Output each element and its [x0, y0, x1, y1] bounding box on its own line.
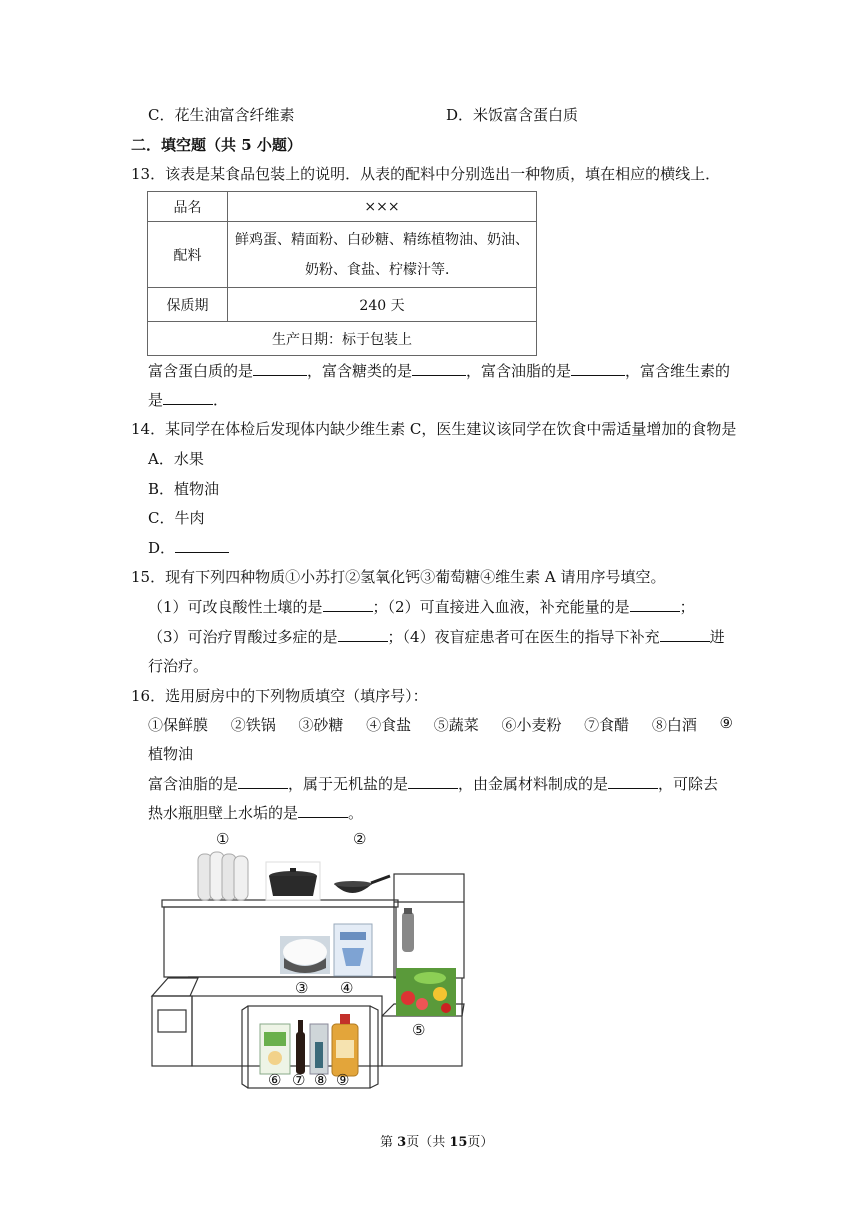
iron-pot-icon — [266, 862, 320, 900]
vinegar-icon — [296, 1020, 305, 1074]
q13-text-sugar: ，富含糖类的是 — [307, 362, 413, 380]
blank[interactable] — [412, 361, 466, 376]
table-production-date: 生产日期：标于包装上 — [148, 322, 537, 356]
q13-text-fat: ，富含油脂的是 — [466, 362, 572, 380]
q13-text-end: ． — [213, 391, 229, 409]
item-iron-pot: ②铁锅 — [230, 716, 276, 734]
blank[interactable] — [571, 361, 625, 376]
q13-fill-line-1 — [148, 360, 730, 381]
wok-icon — [334, 876, 390, 893]
blank[interactable] — [298, 803, 348, 818]
q15-semicolon: ； — [679, 598, 695, 616]
q15-part-2: ；（2）可直接进入血液，补充能量的是 — [372, 598, 630, 616]
q13-text-is: 是 — [148, 391, 164, 409]
blank[interactable] — [408, 774, 458, 789]
vegetables-icon — [396, 968, 456, 1016]
footer-total-pages: 15 — [449, 1135, 468, 1150]
kitchen-illustration — [150, 828, 480, 1090]
q13-text-vitamin: ，富含维生素的 — [625, 362, 731, 380]
blank[interactable] — [163, 390, 213, 405]
stove-top — [152, 978, 198, 996]
figure-label-4: ④ — [340, 979, 354, 997]
q16-text-fat: 富含油脂的是 — [148, 775, 239, 793]
footer-suffix: 页） — [467, 1135, 494, 1150]
q16-item-list — [148, 714, 733, 735]
figure-label-6: ⑥ — [268, 1071, 282, 1089]
figure-label-3: ③ — [295, 979, 309, 997]
q13-fill-line-2 — [148, 389, 228, 410]
ingredients-line-1: 鲜鸡蛋、精面粉、白砂糖、精练植物油、奶油、 — [235, 231, 529, 248]
q14-option-d-label: D． — [148, 539, 176, 557]
item-wrap-film: ①保鲜膜 — [148, 716, 209, 734]
item-flour: ⑥小麦粉 — [501, 716, 562, 734]
food-label-table — [147, 191, 537, 356]
flour-icon — [260, 1024, 290, 1074]
blank[interactable] — [175, 538, 229, 553]
item-salt: ④食盐 — [366, 716, 412, 734]
q16-text-remove: ，可除去 — [658, 775, 719, 793]
figure-label-7: ⑦ — [292, 1071, 306, 1089]
q16-stem: 16．选用厨房中的下列物质填空（填序号）： — [131, 687, 428, 705]
q15-line-2 — [148, 626, 725, 647]
footer-page-number: 3 — [397, 1135, 407, 1150]
blank[interactable] — [660, 627, 710, 642]
footer-prefix: 第 — [380, 1135, 398, 1150]
q16-item-wrap: 植物油 — [148, 745, 194, 763]
q15-continue: 进 — [709, 628, 725, 646]
figure-label-2: ② — [353, 830, 367, 848]
thermos-icon — [402, 908, 414, 952]
table-value-ingredients — [228, 222, 537, 288]
table-value-name: ××× — [228, 192, 537, 222]
figure-label-5: ⑤ — [412, 1021, 426, 1039]
table-label-shelf-life: 保质期 — [148, 288, 228, 322]
upper-shelf — [162, 900, 398, 907]
item-vegetables: ⑤蔬菜 — [433, 716, 479, 734]
q15-part-1: （1）可改良酸性土壤的是 — [148, 598, 323, 616]
q14-stem: 14．某同学在体检后发现体内缺少维生素 C，医生建议该同学在饮食中需适量增加的食物是 — [131, 420, 737, 438]
q14-option-a: A．水果 — [148, 450, 204, 468]
q14-option-c: C．牛肉 — [148, 509, 205, 527]
q12-option-c: C．花生油富含纤维素 — [148, 106, 295, 124]
blank[interactable] — [253, 361, 307, 376]
q15-stem: 15．现有下列四种物质①小苏打②氢氧化钙③葡萄糖④维生素 A 请用序号填空。 — [131, 568, 666, 586]
blank[interactable] — [608, 774, 658, 789]
blank[interactable] — [338, 627, 388, 642]
table-label-ingredients: 配料 — [148, 222, 228, 288]
footer-middle: 页（共 — [406, 1135, 450, 1150]
q12-option-d: D．米饭富含蛋白质 — [446, 106, 579, 124]
liquor-icon — [310, 1024, 328, 1074]
q16-fill-line-2 — [148, 802, 363, 823]
oil-icon — [332, 1014, 358, 1076]
q15-line-3: 行治疗。 — [148, 657, 209, 675]
salt-icon — [334, 924, 372, 976]
sugar-icon — [280, 936, 330, 974]
blank[interactable] — [238, 774, 288, 789]
kitchen-figure — [150, 828, 480, 1090]
q16-text-metal: ，由金属材料制成的是 — [458, 775, 609, 793]
q15-line-1 — [148, 596, 695, 617]
item-9-marker: ⑨ — [719, 714, 733, 732]
item-vinegar: ⑦食醋 — [584, 716, 630, 734]
q16-fill-line-1 — [148, 773, 718, 794]
ingredients-line-2: 奶粉、食盐、柠檬汁等． — [305, 261, 459, 278]
q15-part-3: （3）可治疗胃酸过多症的是 — [148, 628, 338, 646]
q14-option-d — [148, 537, 229, 558]
table-value-shelf-life: 240 天 — [228, 288, 537, 322]
q14-option-b: B．植物油 — [148, 480, 220, 498]
q15-part-4: ；（4）夜盲症患者可在医生的指导下补充 — [387, 628, 660, 646]
q16-text-salt: ，属于无机盐的是 — [288, 775, 409, 793]
figure-label-9: ⑨ — [336, 1071, 350, 1089]
page-footer — [380, 1131, 493, 1150]
q16-text-end: 。 — [348, 804, 364, 822]
oven-window — [158, 1010, 186, 1032]
wrap-film-icon — [198, 852, 248, 900]
q13-stem: 13．该表是某食品包装上的说明．从表的配料中分别选出一种物质，填在相应的横线上． — [131, 165, 721, 183]
blank[interactable] — [630, 597, 680, 612]
figure-label-1: ① — [216, 830, 230, 848]
table-label-name: 品名 — [148, 192, 228, 222]
q13-text-protein: 富含蛋白质的是 — [148, 362, 254, 380]
section-title: 二．填空题（共 5 小题） — [131, 136, 302, 154]
q16-text-scale: 热水瓶胆壁上水垢的是 — [148, 804, 299, 822]
figure-label-8: ⑧ — [314, 1071, 328, 1089]
item-sugar: ③砂糖 — [298, 716, 344, 734]
blank[interactable] — [323, 597, 373, 612]
item-liquor: ⑧白酒 — [651, 716, 697, 734]
